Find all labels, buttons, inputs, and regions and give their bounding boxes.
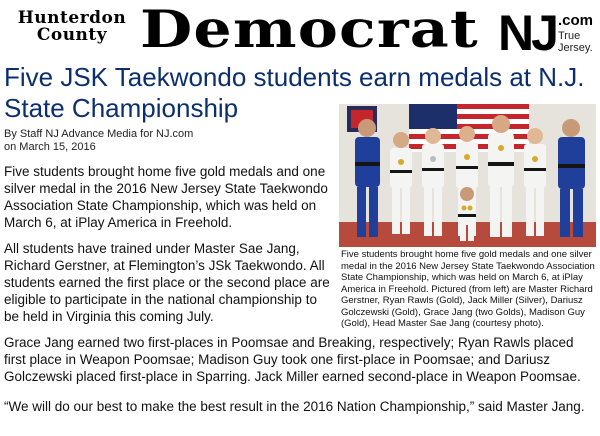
- team-photo: [339, 104, 596, 247]
- nj-tagline-line-2: Jersey.: [558, 42, 593, 54]
- county-line-2: County: [36, 25, 108, 45]
- byline-date: on March 15, 2016: [4, 141, 96, 153]
- photo-caption: Five students brought home five gold medals and one silver medal in the 2016 New Jersey State Taekwondo Association State Championship, which was held on March 6, at iPlay America in Freehold. Pictured (from left) are Master Richard Gerstner, Ryan Rawls (Gold), Jack Miller (Silver), Dariusz Golczewski (Gold), Grace Jang (two Golds), Madison Guy (Gold), Head Master Sae Jang (courtesy photo).: [341, 249, 595, 329]
- nj-com-logo[interactable]: [498, 5, 598, 61]
- nj-logo-com: .com: [558, 12, 594, 29]
- hunterdon-county-wordmark: [8, 10, 136, 44]
- article-headline: Five JSK Taekwondo students earn medals at N.J. State Championship: [4, 62, 585, 123]
- nj-logo-mark: NJ: [498, 5, 556, 61]
- masthead: [0, 0, 600, 62]
- county-line-1: Hunterdon: [17, 8, 127, 28]
- paragraph-1: Five students brought home five gold medals and one silver medal in the 2016 New Jersey State Taekwondo Association State Championship, which was held on March 6, at iPlay America in Freehold.: [4, 164, 328, 230]
- paragraph-4: “We will do our best to make the best result in the 2016 Nation Championship,” said Master Jang.: [4, 399, 585, 414]
- paragraph-3: Grace Jang earned two first-places in Poomsae and Breaking, respectively; Ryan Rawls placed first place in Weapon Poomsae; Madison Guy took one first-place in Poomsae; and Dariusz Golczewski placed first-place in Sparring. Jack Miller earned second-place in Weapon Poomsae.: [4, 335, 581, 384]
- byline: [4, 128, 334, 154]
- team-photo-illustration: [339, 104, 596, 247]
- democrat-wordmark: Democrat: [140, 0, 479, 60]
- nj-logo-tagline: [558, 30, 598, 54]
- byline-author: By Staff NJ Advance Media for NJ.com: [4, 128, 194, 140]
- nj-tagline-line-1: True: [558, 30, 581, 42]
- paragraph-2: All students have trained under Master Sae Jang, Richard Gerstner, at Flemington’s JSk Taekwondo. All students earned the first place or the second place are eligible to participate in the national championship to be held in Virginia this coming July.: [4, 241, 330, 324]
